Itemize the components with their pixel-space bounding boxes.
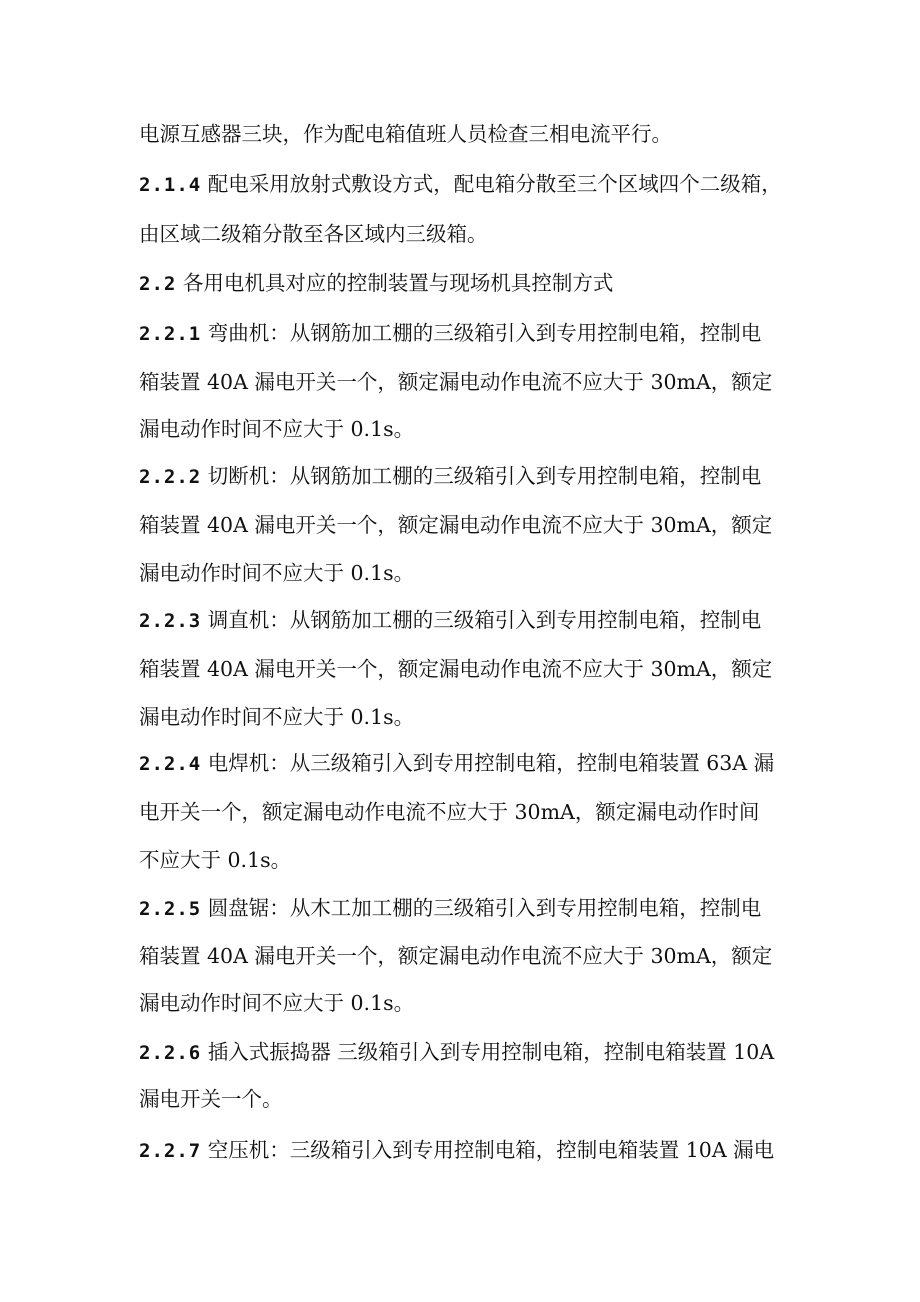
text-line: 箱装置 40A 漏电开关一个，额定漏电动作电流不应大于 30mA，额定: [139, 513, 773, 537]
section-heading: 2.2 各用电机具对应的控制装置与现场机具控制方式: [139, 271, 614, 295]
text-line: 由区域二级箱分散至各区域内三级箱。: [139, 222, 488, 246]
section-number: 2.2.5: [139, 898, 202, 920]
text-line: 2.2.2 切断机：从钢筋加工棚的三级箱引入到专用控制电箱，控制电: [139, 464, 762, 488]
section-number: 2.1.4: [139, 174, 202, 196]
section-number: 2.2.1: [139, 323, 202, 345]
section-number: 2.2.7: [139, 1140, 202, 1162]
section-number: 2.2.2: [139, 466, 202, 488]
text-line: 箱装置 40A 漏电开关一个，额定漏电动作电流不应大于 30mA，额定: [139, 370, 773, 394]
text-line: 漏电动作时间不应大于 0.1s。: [139, 705, 415, 729]
text-line: 2.2.5 圆盘锯：从木工加工棚的三级箱引入到专用控制电箱，控制电: [139, 896, 762, 920]
text-line: 电开关一个，额定漏电动作电流不应大于 30mA，额定漏电动作时间: [139, 800, 760, 824]
text-line: 2.1.4 配电采用放射式敷设方式，配电箱分散至三个区域四个二级箱，: [139, 172, 782, 196]
text-line: 箱装置 40A 漏电开关一个，额定漏电动作电流不应大于 30mA，额定: [139, 944, 773, 968]
text-line: 漏电动作时间不应大于 0.1s。: [139, 991, 415, 1015]
text-line: 2.2.7 空压机：三级箱引入到专用控制电箱，控制电箱装置 10A 漏电: [139, 1138, 775, 1162]
text-line: 2.2.4 电焊机：从三级箱引入到专用控制电箱，控制电箱装置 63A 漏: [139, 751, 775, 775]
text-line: 不应大于 0.1s。: [139, 848, 292, 872]
section-number: 2.2: [139, 273, 177, 295]
text-line: 箱装置 40A 漏电开关一个，额定漏电动作电流不应大于 30mA，额定: [139, 657, 773, 681]
text-line: 漏电开关一个。: [139, 1087, 283, 1111]
section-number: 2.2.3: [139, 610, 202, 632]
text-line: 2.2.1 弯曲机：从钢筋加工棚的三级箱引入到专用控制电箱，控制电: [139, 321, 762, 345]
text-line: 漏电动作时间不应大于 0.1s。: [139, 417, 415, 441]
section-number: 2.2.6: [139, 1042, 202, 1064]
text-line: 电源互感器三块，作为配电箱值班人员检查三相电流平行。: [139, 122, 672, 146]
text-line: 2.2.6 插入式振捣器 三级箱引入到专用控制电箱，控制电箱装置 10A: [139, 1040, 775, 1064]
section-number: 2.2.4: [139, 753, 202, 775]
text-line: 漏电动作时间不应大于 0.1s。: [139, 561, 415, 585]
text-line: 2.2.3 调直机：从钢筋加工棚的三级箱引入到专用控制电箱，控制电: [139, 608, 762, 632]
